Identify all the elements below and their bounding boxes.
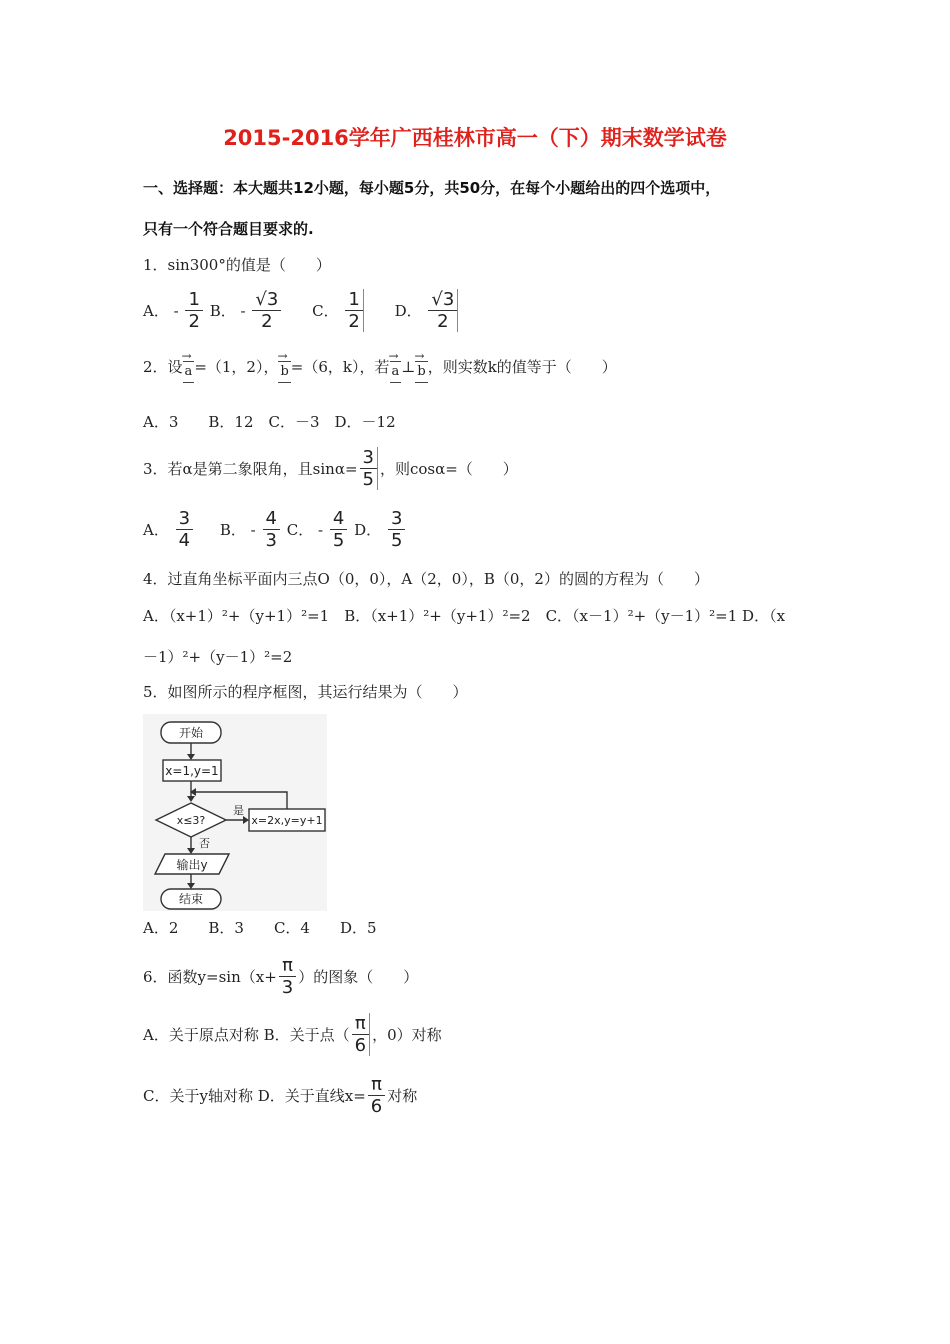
option-d-label: D．	[394, 301, 422, 320]
stem-fraction	[360, 447, 378, 490]
numerator: π	[282, 955, 293, 976]
program-flowchart	[143, 714, 327, 911]
option-b-sign: -	[250, 520, 256, 539]
stem-text: ）的图象（ ）	[298, 967, 419, 986]
option-a-fraction	[176, 508, 193, 551]
question-3-stem	[143, 447, 518, 490]
option-d-fraction	[388, 508, 405, 551]
numerator: √3	[255, 289, 279, 310]
vector-a	[183, 350, 195, 383]
init-label: x=1,y=1	[165, 764, 219, 778]
option-c-label: C．	[312, 301, 339, 320]
option-text: ，0）对称	[372, 1025, 442, 1044]
update-label: x=2x,y=y+1	[251, 814, 323, 827]
denominator: 6	[368, 1095, 385, 1117]
question-3-options	[143, 508, 407, 551]
numerator: 3	[362, 447, 374, 468]
option-text: A．关于原点对称 B．关于点（	[143, 1025, 350, 1044]
condition-label: x≤3?	[176, 814, 206, 827]
numerator: √3	[431, 289, 455, 310]
stem-fraction	[279, 955, 296, 998]
perpendicular-symbol: ⊥	[401, 357, 416, 376]
stem-text: ，则实数k的值等于（ ）	[427, 357, 617, 376]
vector-a-letter: a	[183, 361, 195, 383]
question-4-options-line2: －1）²+（y－1）²=2	[143, 648, 293, 666]
vector-b-letter: b	[278, 361, 290, 383]
denominator: 5	[360, 468, 377, 490]
option-c-fraction	[345, 289, 363, 332]
denominator: 2	[345, 310, 362, 332]
question-6-options-line2	[143, 1074, 417, 1117]
denominator: 2	[252, 310, 281, 332]
section-heading-line1: 一、选择题：本大题共12小题，每小题5分，共50分，在每个小题给出的四个选项中，	[143, 179, 721, 197]
option-a-label: A．	[143, 301, 169, 320]
denominator: 3	[263, 529, 280, 551]
option-d-fraction	[428, 289, 458, 332]
stem-text: ，则cosα=（ ）	[379, 459, 518, 478]
numerator: π	[354, 1013, 366, 1034]
option-text: C．关于y轴对称 D．关于直线x=	[143, 1086, 366, 1105]
option-b-sign: -	[240, 301, 246, 320]
question-6-options-line1	[143, 1013, 442, 1056]
question-4-stem: 4．过直角坐标平面内三点O（0，0），A（2，0），B（0，2）的圆的方程为（ ）	[143, 570, 709, 588]
option-b-label: B．	[209, 301, 236, 320]
question-2-stem	[143, 350, 617, 383]
denominator: 6	[352, 1034, 369, 1056]
option-c-sign: -	[318, 520, 324, 539]
question-5-stem: 5．如图所示的程序框图，其运行结果为（ ）	[143, 683, 468, 701]
denominator: 2	[428, 310, 457, 332]
denominator: 2	[185, 310, 202, 332]
stem-text: =（6，k），若	[290, 357, 390, 376]
numerator: 3	[390, 508, 403, 529]
option-b-fraction	[263, 508, 280, 551]
numerator: π	[371, 1074, 382, 1095]
start-label: 开始	[178, 726, 204, 740]
section-heading-line2: 只有一个符合题目要求的.	[143, 220, 314, 238]
vector-b-letter: b	[415, 361, 427, 383]
question-6-stem	[143, 955, 418, 998]
page-title: 2015-2016学年广西桂林市高一（下）期末数学试卷	[223, 126, 727, 150]
end-label: 结束	[178, 892, 204, 906]
vector-a-letter: a	[390, 361, 402, 383]
stem-text: 3．若α是第二象限角，且sinα=	[143, 459, 358, 478]
numerator: 1	[348, 289, 360, 310]
denominator: 3	[279, 976, 296, 998]
vector-b	[278, 350, 290, 383]
vector-b	[415, 350, 427, 383]
option-d-fraction	[368, 1074, 385, 1117]
output-label: 输出y	[176, 858, 208, 872]
option-d-label: D．	[354, 520, 382, 539]
question-2-options: A．3 B．12 C．－3 D．－12	[143, 413, 396, 431]
question-5-options: A．2 B．3 C．4 D．5	[143, 919, 377, 937]
option-b-fraction	[352, 1013, 370, 1056]
option-c-fraction	[330, 508, 347, 551]
numerator: 4	[332, 508, 345, 529]
option-a-sign: -	[173, 301, 179, 320]
option-a-fraction	[185, 289, 202, 332]
denominator: 5	[330, 529, 347, 551]
stem-text: 2．设	[143, 357, 183, 376]
option-b-fraction	[252, 289, 281, 332]
no-label: 否	[199, 837, 210, 850]
question-1-stem: 1．sin300°的值是（ ）	[143, 256, 331, 274]
numerator: 1	[188, 289, 200, 310]
option-a-label: A．	[143, 520, 169, 539]
yes-label: 是	[233, 804, 244, 817]
numerator: 4	[265, 508, 277, 529]
question-4-options-line1: A．（x+1）²+（y+1）²=1 B．（x+1）²+（y+1）²=2 C．（x－1）²+（y－1）²=1 D．（x	[143, 607, 786, 625]
option-c-label: C．	[286, 520, 314, 539]
question-1-options	[143, 289, 460, 332]
stem-text: 6．函数y=sin（x+	[143, 967, 277, 986]
option-b-label: B．	[219, 520, 246, 539]
numerator: 3	[178, 508, 191, 529]
denominator: 5	[388, 529, 405, 551]
stem-text: =（1，2），	[194, 357, 279, 376]
denominator: 4	[176, 529, 193, 551]
vector-a	[390, 350, 402, 383]
option-text: 对称	[387, 1086, 418, 1105]
